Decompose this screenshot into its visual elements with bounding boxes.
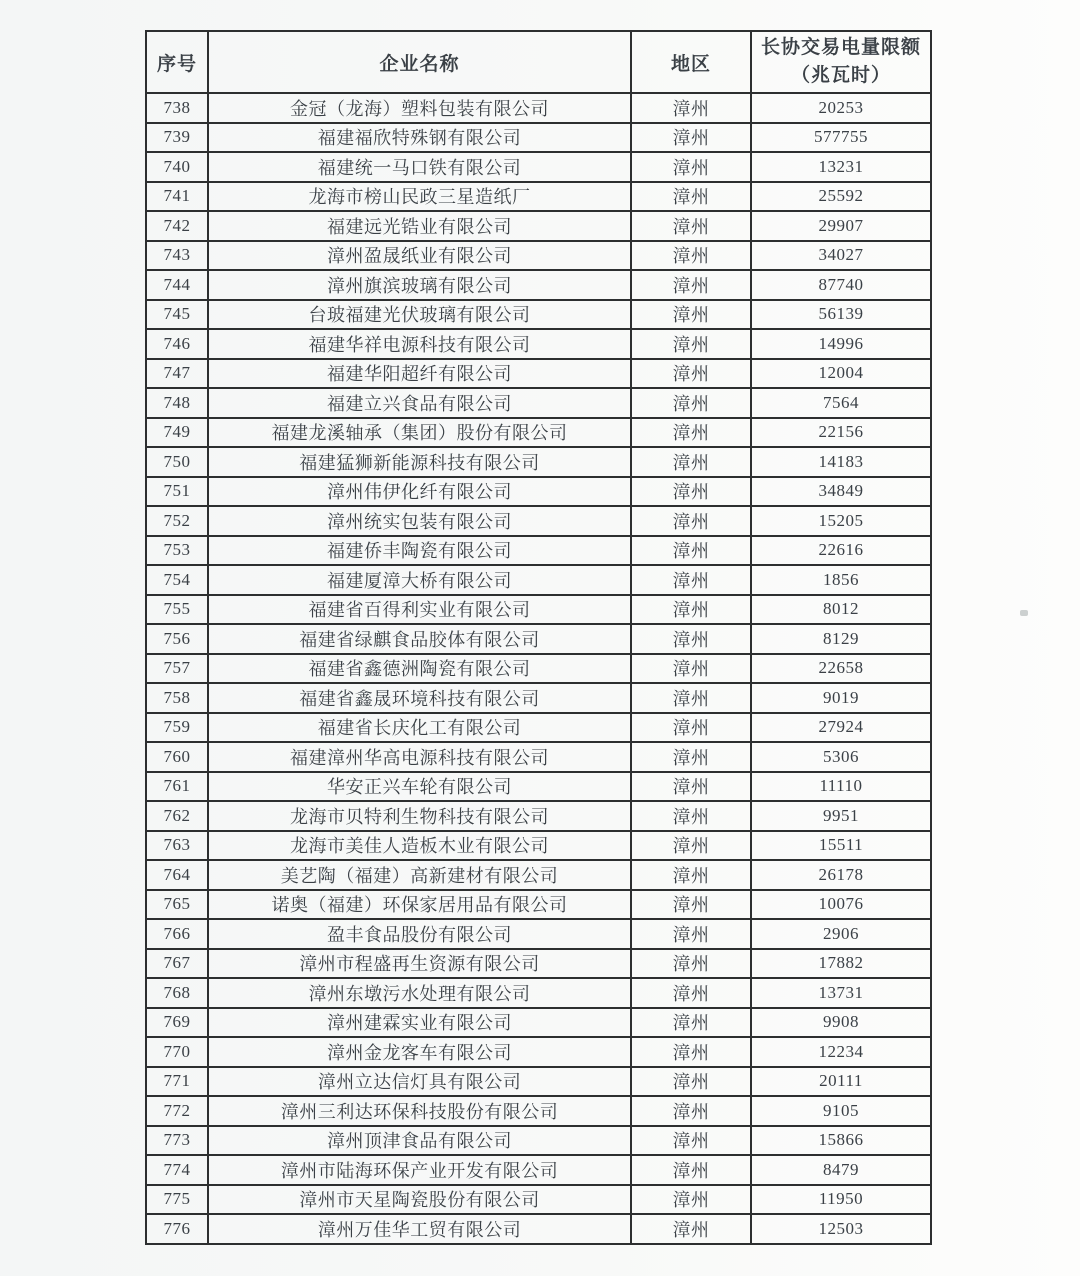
table-row [146, 683, 931, 713]
limit-cell: 9105 [751, 1096, 931, 1126]
company-name-cell: 漳州金龙客车有限公司 [208, 1037, 631, 1067]
region-cell: 漳州 [631, 418, 751, 448]
limit-cell: 34849 [751, 477, 931, 507]
region-cell: 漳州 [631, 713, 751, 743]
region-cell: 漳州 [631, 270, 751, 300]
table-row [146, 595, 931, 625]
header-limit [751, 31, 931, 93]
enterprise-limit-table [145, 30, 932, 1245]
table-row [146, 1185, 931, 1215]
row-index-cell: 740 [146, 152, 208, 182]
row-index-cell: 768 [146, 978, 208, 1008]
table-row [146, 506, 931, 536]
company-name-cell: 龙海市美佳人造板木业有限公司 [208, 831, 631, 861]
company-name-cell: 诺奥（福建）环保家居用品有限公司 [208, 890, 631, 920]
company-name-cell: 福建侨丰陶瓷有限公司 [208, 536, 631, 566]
region-cell: 漳州 [631, 742, 751, 772]
region-cell: 漳州 [631, 595, 751, 625]
row-index-cell: 750 [146, 447, 208, 477]
company-name-cell: 福建省鑫晟环境科技有限公司 [208, 683, 631, 713]
region-cell: 漳州 [631, 536, 751, 566]
header-region: 地区 [631, 31, 751, 93]
region-cell: 漳州 [631, 388, 751, 418]
region-cell: 漳州 [631, 329, 751, 359]
row-index-cell: 760 [146, 742, 208, 772]
company-name-cell: 漳州万佳华工贸有限公司 [208, 1214, 631, 1244]
region-cell: 漳州 [631, 654, 751, 684]
company-name-cell: 华安正兴车轮有限公司 [208, 772, 631, 802]
company-name-cell: 龙海市榜山民政三星造纸厂 [208, 182, 631, 212]
row-index-cell: 775 [146, 1185, 208, 1215]
limit-cell: 56139 [751, 300, 931, 330]
row-index-cell: 754 [146, 565, 208, 595]
row-index-cell: 744 [146, 270, 208, 300]
row-index-cell: 749 [146, 418, 208, 448]
region-cell: 漳州 [631, 919, 751, 949]
row-index-cell: 772 [146, 1096, 208, 1126]
table-row [146, 270, 931, 300]
limit-cell: 20253 [751, 93, 931, 123]
company-name-cell: 金冠（龙海）塑料包装有限公司 [208, 93, 631, 123]
region-cell: 漳州 [631, 1067, 751, 1097]
company-name-cell: 福建省长庆化工有限公司 [208, 713, 631, 743]
company-name-cell: 盈丰食品股份有限公司 [208, 919, 631, 949]
table-row [146, 654, 931, 684]
limit-cell: 12004 [751, 359, 931, 389]
region-cell: 漳州 [631, 1126, 751, 1156]
limit-cell: 11110 [751, 772, 931, 802]
table-row [146, 1008, 931, 1038]
row-index-cell: 759 [146, 713, 208, 743]
region-cell: 漳州 [631, 683, 751, 713]
limit-cell: 8479 [751, 1155, 931, 1185]
company-name-cell: 福建龙溪轴承（集团）股份有限公司 [208, 418, 631, 448]
company-name-cell: 漳州市陆海环保产业开发有限公司 [208, 1155, 631, 1185]
company-name-cell: 台玻福建光伏玻璃有限公司 [208, 300, 631, 330]
limit-cell: 9951 [751, 801, 931, 831]
limit-cell: 22156 [751, 418, 931, 448]
limit-cell: 25592 [751, 182, 931, 212]
table-row [146, 978, 931, 1008]
table-row [146, 477, 931, 507]
header-index: 序号 [146, 31, 208, 93]
header-limit-line2: （兆瓦时） [790, 65, 891, 86]
limit-cell: 12234 [751, 1037, 931, 1067]
region-cell: 漳州 [631, 1185, 751, 1215]
limit-cell: 1856 [751, 565, 931, 595]
company-name-cell: 漳州东墩污水处理有限公司 [208, 978, 631, 1008]
limit-cell: 5306 [751, 742, 931, 772]
region-cell: 漳州 [631, 1096, 751, 1126]
company-name-cell: 福建远光锆业有限公司 [208, 211, 631, 241]
row-index-cell: 743 [146, 241, 208, 271]
company-name-cell: 福建漳州华高电源科技有限公司 [208, 742, 631, 772]
limit-cell: 13731 [751, 978, 931, 1008]
region-cell: 漳州 [631, 93, 751, 123]
region-cell: 漳州 [631, 949, 751, 979]
region-cell: 漳州 [631, 624, 751, 654]
limit-cell: 14183 [751, 447, 931, 477]
limit-cell: 7564 [751, 388, 931, 418]
row-index-cell: 762 [146, 801, 208, 831]
region-cell: 漳州 [631, 772, 751, 802]
table-row [146, 1214, 931, 1244]
row-index-cell: 774 [146, 1155, 208, 1185]
limit-cell: 8129 [751, 624, 931, 654]
limit-cell: 2906 [751, 919, 931, 949]
row-index-cell: 752 [146, 506, 208, 536]
region-cell: 漳州 [631, 211, 751, 241]
table-row [146, 93, 931, 123]
table-row [146, 329, 931, 359]
company-name-cell: 福建华阳超纤有限公司 [208, 359, 631, 389]
region-cell: 漳州 [631, 801, 751, 831]
limit-cell: 9019 [751, 683, 931, 713]
company-name-cell: 漳州顶津食品有限公司 [208, 1126, 631, 1156]
region-cell: 漳州 [631, 1155, 751, 1185]
region-cell: 漳州 [631, 477, 751, 507]
limit-cell: 34027 [751, 241, 931, 271]
region-cell: 漳州 [631, 447, 751, 477]
table-row [146, 742, 931, 772]
table-row [146, 713, 931, 743]
row-index-cell: 742 [146, 211, 208, 241]
limit-cell: 577755 [751, 123, 931, 153]
region-cell: 漳州 [631, 359, 751, 389]
company-name-cell: 龙海市贝特利生物科技有限公司 [208, 801, 631, 831]
row-index-cell: 739 [146, 123, 208, 153]
row-index-cell: 745 [146, 300, 208, 330]
company-name-cell: 福建省绿麒食品胶体有限公司 [208, 624, 631, 654]
row-index-cell: 771 [146, 1067, 208, 1097]
row-index-cell: 766 [146, 919, 208, 949]
limit-cell: 15511 [751, 831, 931, 861]
table-row [146, 536, 931, 566]
company-name-cell: 福建省百得利实业有限公司 [208, 595, 631, 625]
limit-cell: 12503 [751, 1214, 931, 1244]
header-limit-line1: 长协交易电量限额 [760, 37, 921, 59]
company-name-cell: 福建统一马口铁有限公司 [208, 152, 631, 182]
company-name-cell: 漳州市天星陶瓷股份有限公司 [208, 1185, 631, 1215]
limit-cell: 22658 [751, 654, 931, 684]
region-cell: 漳州 [631, 1214, 751, 1244]
region-cell: 漳州 [631, 123, 751, 153]
row-index-cell: 753 [146, 536, 208, 566]
company-name-cell: 福建立兴食品有限公司 [208, 388, 631, 418]
table-row [146, 890, 931, 920]
limit-cell: 8012 [751, 595, 931, 625]
table-row [146, 949, 931, 979]
region-cell: 漳州 [631, 506, 751, 536]
table-row [146, 123, 931, 153]
row-index-cell: 770 [146, 1037, 208, 1067]
region-cell: 漳州 [631, 300, 751, 330]
table-row [146, 300, 931, 330]
company-name-cell: 福建厦漳大桥有限公司 [208, 565, 631, 595]
table-row [146, 1155, 931, 1185]
company-name-cell: 福建华祥电源科技有限公司 [208, 329, 631, 359]
table-row [146, 1126, 931, 1156]
table-row [146, 447, 931, 477]
limit-cell: 29907 [751, 211, 931, 241]
limit-cell: 15866 [751, 1126, 931, 1156]
company-name-cell: 漳州盈晟纸业有限公司 [208, 241, 631, 271]
company-name-cell: 漳州统实包装有限公司 [208, 506, 631, 536]
limit-cell: 10076 [751, 890, 931, 920]
scan-artifact-dot [1020, 610, 1028, 616]
region-cell: 漳州 [631, 565, 751, 595]
table-row [146, 860, 931, 890]
table-row [146, 831, 931, 861]
header-company: 企业名称 [208, 31, 631, 93]
company-name-cell: 漳州建霖实业有限公司 [208, 1008, 631, 1038]
table-row [146, 772, 931, 802]
row-index-cell: 748 [146, 388, 208, 418]
region-cell: 漳州 [631, 182, 751, 212]
region-cell: 漳州 [631, 831, 751, 861]
table-row [146, 801, 931, 831]
region-cell: 漳州 [631, 890, 751, 920]
company-name-cell: 美艺陶（福建）高新建材有限公司 [208, 860, 631, 890]
region-cell: 漳州 [631, 241, 751, 271]
row-index-cell: 741 [146, 182, 208, 212]
row-index-cell: 738 [146, 93, 208, 123]
table-row [146, 1067, 931, 1097]
row-index-cell: 763 [146, 831, 208, 861]
company-name-cell: 漳州市程盛再生资源有限公司 [208, 949, 631, 979]
row-index-cell: 773 [146, 1126, 208, 1156]
row-index-cell: 764 [146, 860, 208, 890]
company-name-cell: 福建福欣特殊钢有限公司 [208, 123, 631, 153]
region-cell: 漳州 [631, 1008, 751, 1038]
region-cell: 漳州 [631, 152, 751, 182]
limit-cell: 15205 [751, 506, 931, 536]
limit-cell: 17882 [751, 949, 931, 979]
company-name-cell: 漳州立达信灯具有限公司 [208, 1067, 631, 1097]
limit-cell: 22616 [751, 536, 931, 566]
row-index-cell: 756 [146, 624, 208, 654]
limit-cell: 11950 [751, 1185, 931, 1215]
row-index-cell: 758 [146, 683, 208, 713]
table-row [146, 388, 931, 418]
row-index-cell: 765 [146, 890, 208, 920]
table-row [146, 919, 931, 949]
table-row [146, 182, 931, 212]
row-index-cell: 746 [146, 329, 208, 359]
limit-cell: 14996 [751, 329, 931, 359]
row-index-cell: 751 [146, 477, 208, 507]
limit-cell: 87740 [751, 270, 931, 300]
table-row [146, 418, 931, 448]
header-row [146, 31, 931, 93]
row-index-cell: 769 [146, 1008, 208, 1038]
row-index-cell: 757 [146, 654, 208, 684]
limit-cell: 13231 [751, 152, 931, 182]
table-row [146, 152, 931, 182]
limit-cell: 27924 [751, 713, 931, 743]
company-name-cell: 福建省鑫德洲陶瓷有限公司 [208, 654, 631, 684]
table-row [146, 241, 931, 271]
table-row [146, 211, 931, 241]
row-index-cell: 761 [146, 772, 208, 802]
table-row [146, 1037, 931, 1067]
limit-cell: 9908 [751, 1008, 931, 1038]
company-name-cell: 漳州旗滨玻璃有限公司 [208, 270, 631, 300]
company-name-cell: 福建猛狮新能源科技有限公司 [208, 447, 631, 477]
company-name-cell: 漳州伟伊化纤有限公司 [208, 477, 631, 507]
limit-cell: 20111 [751, 1067, 931, 1097]
row-index-cell: 776 [146, 1214, 208, 1244]
table-row [146, 359, 931, 389]
row-index-cell: 747 [146, 359, 208, 389]
row-index-cell: 755 [146, 595, 208, 625]
limit-cell: 26178 [751, 860, 931, 890]
table-row [146, 1096, 931, 1126]
region-cell: 漳州 [631, 1037, 751, 1067]
table-row [146, 565, 931, 595]
region-cell: 漳州 [631, 860, 751, 890]
company-name-cell: 漳州三利达环保科技股份有限公司 [208, 1096, 631, 1126]
row-index-cell: 767 [146, 949, 208, 979]
region-cell: 漳州 [631, 978, 751, 1008]
table-row [146, 624, 931, 654]
